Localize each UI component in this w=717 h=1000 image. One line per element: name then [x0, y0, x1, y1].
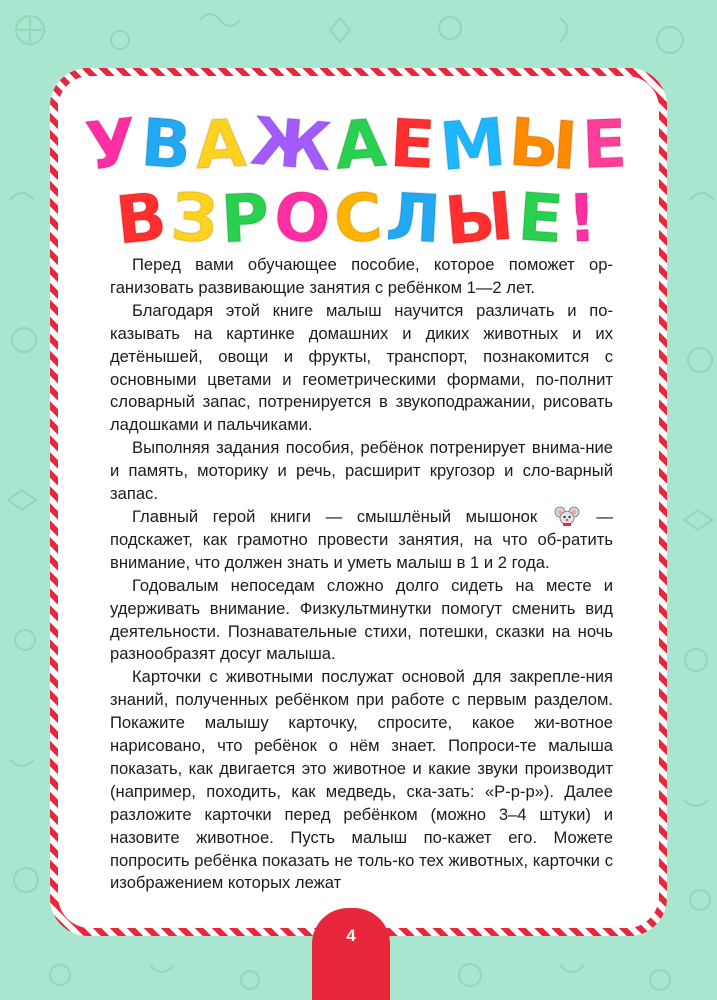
title-letter: Ж	[247, 102, 339, 187]
page-title	[58, 102, 659, 261]
title-letter: З	[167, 178, 225, 259]
paragraph: Годовалым непоседам сложно долго сидеть на месте и удерживать внимание. Физкультминутки помогут сменить вид деятельности. Познавательные стихи, потешки, сказки на ночь разнообразят досуг малыша.	[110, 575, 613, 664]
body-text	[110, 254, 613, 895]
paragraph-part: — подскажет, как грамотно провести занятия, на что об-ратить внимание, что должен знать и уметь малыш в 1 и 2 года.	[110, 506, 613, 572]
title-letter: С	[331, 178, 389, 259]
title-line-2	[58, 176, 659, 261]
page-number: 4	[346, 926, 356, 945]
mouse-icon	[554, 506, 580, 526]
title-letter: В	[138, 104, 199, 185]
title-letter: Ы	[441, 176, 521, 261]
title-line-1	[58, 102, 659, 187]
title-letter: М	[436, 103, 513, 186]
title-letter: Е	[388, 104, 442, 185]
title-letter: !	[565, 179, 603, 258]
title-letter: Ы	[506, 103, 585, 186]
title-letter: Е	[580, 105, 633, 184]
paragraph: Благодаря этой книге малыш научится различать и по-казывать на картинке домашних и диких животных и их детёнышей, овощи и фрукты, транспорт, познакомится с основными цветами и геометрическими формами, по-полнит словарный запас, потренируется в звукоподражании, рисовать ладошками и пальчиками.	[110, 300, 613, 435]
title-letter: Р	[219, 178, 276, 259]
title-letter: В	[112, 177, 175, 260]
paragraph: Перед вами обучающее пособие, которое поможет ор-ганизовать развивающие занятия с ребёнком 1—2 лет.	[110, 255, 613, 297]
title-letter: Л	[384, 178, 448, 259]
paragraph: Карточки с животными послужат основой для закрепле-ния знаний, полученных ребёнком при работе с первым разделом. Покажите малышу карточку, спросите, какое жи-вотное нарисовано, что ребёнок о нём знает. Попроси-те малыша показать, как двигается это животное и какие звуки производит (например, походить, как медведь, ска-зать: «Р-р-р»). Далее разложите карточки перед ребёнком (можно 3–4 штуки) и назовите животное. Пусть малыш по-кажет его. Можете попросить ребёнка показать не толь-ко тех животных, карточки с изображением которых лежат	[110, 667, 613, 893]
page-number-tab	[312, 908, 390, 1000]
paragraph: Выполняя задания пособия, ребёнок потренирует внима-ние и память, моторику и речь, расширит кругозор и сло-варный запас.	[110, 438, 613, 504]
paragraph-mouse-hero	[110, 506, 613, 575]
title-letter: А	[193, 104, 253, 185]
title-letter: О	[270, 177, 338, 260]
paragraph-part: Главный герой книги — смышлёный мышонок	[132, 506, 538, 526]
title-letter: У	[82, 103, 145, 186]
title-letter: А	[332, 104, 394, 185]
title-letter: Е	[514, 178, 570, 259]
